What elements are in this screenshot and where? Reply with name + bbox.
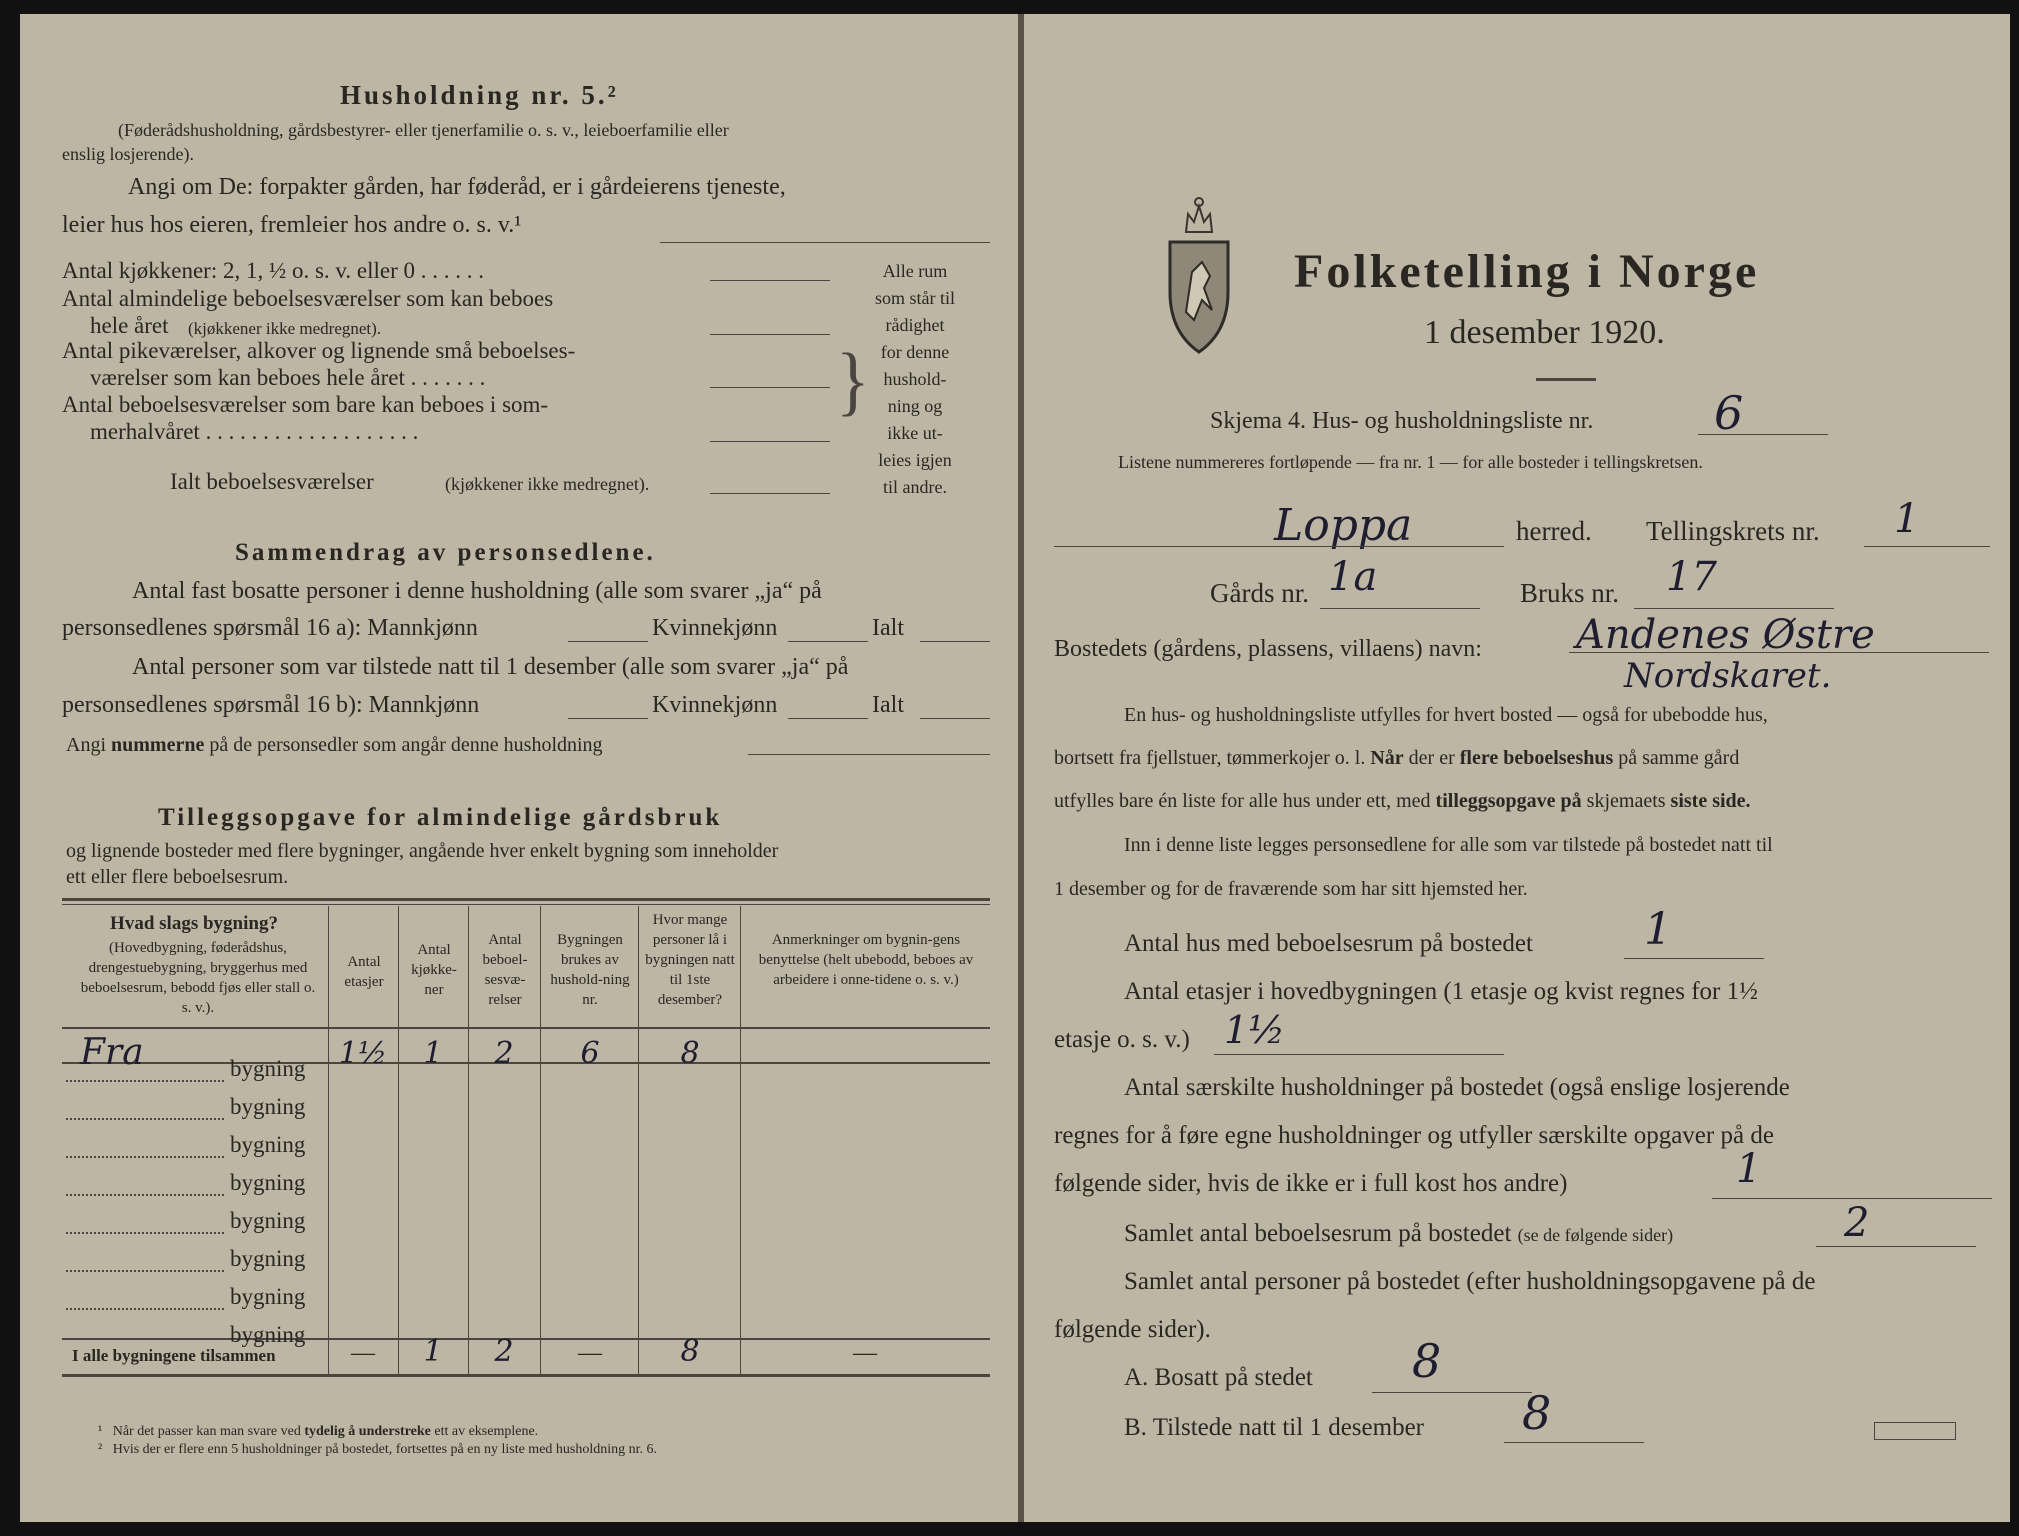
row1-husholdning: 6 (580, 1036, 600, 1071)
side-note (865, 258, 965, 501)
mann-answer-a (568, 641, 648, 642)
para1-line-3 (1054, 790, 1751, 813)
pike-label-1: Antal pikeværelser, alkover og lignende små beboelses- (62, 338, 576, 363)
alm-label-2: hele året (90, 313, 169, 338)
th-personer: Hvor mange personer lå i bygningen natt til 1ste desember? (645, 912, 735, 1008)
ialt-answer (710, 493, 830, 494)
row-dots (66, 1156, 224, 1158)
total-vaerelser: 2 (494, 1334, 514, 1369)
col-sep (540, 906, 541, 1374)
angi-answer-line (660, 242, 990, 243)
saer-value: 1 (1736, 1146, 1762, 1192)
side-note-line: rådighet (885, 315, 945, 335)
etasjer-line-2: etasje o. s. v.) (1054, 1026, 1190, 1053)
sommer-label-1: Antal beboelsesværelser som bare kan beboes i som- (62, 392, 549, 417)
angi-nummerne (66, 734, 603, 757)
printer-stamp (1874, 1422, 1956, 1440)
side-note-line: ikke ut- (887, 423, 943, 443)
row1-personer: 8 (680, 1036, 700, 1071)
side-note-line: til andre. (883, 477, 947, 497)
row-dots (66, 1232, 224, 1234)
para1-text: på samme gård (1613, 747, 1740, 769)
saer-line (1712, 1198, 1992, 1199)
tilstede-label: B. Tilstede natt til 1 desember (1124, 1414, 1424, 1441)
bosatt-value: 8 (1412, 1334, 1442, 1388)
bosatt-line (1372, 1392, 1532, 1393)
tilstede-value: 8 (1522, 1386, 1552, 1440)
sammendrag-p2a: Antal personer som var tilstede natt til 1 desember (alle som svarer „ja“ på (132, 654, 849, 680)
footnote-number: ¹ (98, 1424, 103, 1439)
row1-hand-label: Fra (80, 1032, 144, 1073)
th-beboelsesvaerelser: Antal beboel-sesvæ-relser (482, 932, 528, 1008)
pike-answer (710, 387, 830, 388)
col-sep (740, 906, 741, 1374)
angi-pre: Angi (66, 734, 111, 756)
table-row: bygning (230, 1284, 306, 1309)
pike-label-2: værelser som kan beboes hele året . . . . . . . (90, 365, 486, 390)
total-label: I alle bygningene tilsammen (72, 1346, 276, 1365)
etasjer-line-1: Antal etasjer i hovedbygningen (1 etasje og kvist regnes for 1½ (1124, 978, 1758, 1005)
tillegg-sub-2: ett eller flere beboelsesrum. (66, 866, 289, 888)
total-anmerkninger: — (853, 1340, 877, 1366)
gards-number: 1a (1328, 554, 1378, 600)
alm-label-1: Antal almindelige beboelsesværelser som kan beboes (62, 286, 554, 311)
kvinne-answer-b (788, 718, 868, 719)
gards-label: Gårds nr. (1210, 578, 1309, 608)
side-note-line: Alle rum (882, 261, 948, 281)
sammendrag-p2b: personsedlenes spørsmål 16 b): Mannkjønn (62, 692, 480, 718)
antal-hus-value: 1 (1644, 904, 1672, 955)
th-kjokkener: Antal kjøkke-ner (411, 942, 457, 998)
row1-kjokkener: 1 (423, 1036, 443, 1071)
tellingskrets-label: Tellingskrets nr. (1646, 516, 1820, 546)
angi-bold: nummerne (111, 734, 205, 756)
gards-line (1320, 608, 1480, 609)
table-row: bygning (230, 1056, 306, 1081)
herred-line (1054, 546, 1504, 547)
left-page (20, 14, 1018, 1522)
para1-text: bortsett fra fjellstuer, tømmerkojer o. l. (1054, 747, 1371, 769)
saer-line-2: regnes for å føre egne husholdninger og utfyller særskilte opgaver på de (1054, 1122, 1774, 1149)
side-note-line: hushold- (883, 369, 947, 389)
total-personer: 8 (680, 1334, 700, 1369)
row-dots (66, 1308, 224, 1310)
etasjer-line (1214, 1054, 1504, 1055)
footnote-2 (98, 1442, 657, 1458)
tellingskrets-line (1864, 546, 1990, 547)
herred-name: Loppa (1274, 500, 1413, 551)
skjema-number-line (1698, 434, 1828, 435)
table-bottom-rule (62, 1374, 990, 1377)
samlet-rum-note: (se de følgende sider) (1517, 1225, 1674, 1245)
side-note-line: for denne (880, 342, 950, 362)
intro-line-1: (Føderådshusholdning, gårdsbestyrer- eller tjenerfamilie o. s. v., leieboerfamilie eller (118, 120, 729, 140)
samlet-pers-line-1: Samlet antal personer på bostedet (efter husholdningsopgavene på de (1124, 1268, 1816, 1295)
para1-line-2 (1054, 747, 1739, 770)
tillegg-sub-1: og lignende bosteder med flere bygninger, angående hver enkelt bygning som inneholder (66, 840, 779, 862)
footnote-bold: tydelig å understreke (304, 1424, 431, 1439)
etasjer-value: 1½ (1224, 1008, 1286, 1052)
sommer-answer (710, 441, 830, 442)
total-husholdning: — (578, 1340, 602, 1366)
para1-line-1: En hus- og husholdningsliste utfylles for hvert bosted — også for ubebodde hus, (1124, 704, 1768, 726)
kvinne-label-a: Kvinnekjønn (652, 615, 778, 641)
brace: } (836, 339, 870, 424)
samlet-rum-text: Samlet antal beboelsesrum på bostedet (1124, 1220, 1512, 1247)
sommer-label-2: merhalvåret . . . . . . . . . . . . . . . . . . . (90, 419, 419, 444)
table-row: bygning (230, 1208, 306, 1233)
page-fold (1018, 14, 1024, 1522)
ialt-label-a: Ialt (872, 615, 904, 641)
angi-line-2: leier hus hos eieren, fremleier hos andre o. s. v.¹ (62, 212, 522, 238)
side-note-line: ning og (887, 396, 943, 416)
bruks-label: Bruks nr. (1520, 578, 1620, 608)
row-dots (66, 1118, 224, 1120)
table-row: bygning (230, 1132, 306, 1157)
angi-post: på de personsedler som angår denne husholdning (204, 734, 603, 756)
mann-answer-b (568, 718, 648, 719)
right-page (1024, 14, 2010, 1522)
row1-vaerelser: 2 (494, 1036, 514, 1071)
bruks-number: 17 (1666, 554, 1717, 600)
footnote-text: Når det passer kan man svare ved (112, 1424, 305, 1439)
sammendrag-title: Sammendrag av personsedlene. (235, 539, 656, 566)
ialt-label-b: Ialt (872, 692, 904, 718)
skjema-number: 6 (1714, 386, 1744, 440)
table-header-rule (62, 1027, 990, 1029)
row-dots (66, 1194, 224, 1196)
antal-hus-label: Antal hus med beboelsesrum på bostedet (1124, 930, 1533, 957)
sammendrag-p1b: personsedlenes spørsmål 16 a): Mannkjønn (62, 615, 478, 641)
intro-line-2: enslig losjerende). (62, 144, 194, 164)
sammendrag-p1a: Antal fast bosatte personer i denne husholdning (alle som svarer „ja“ på (132, 578, 822, 604)
samlet-rum-value: 2 (1844, 1200, 1870, 1246)
kvinne-answer-a (788, 641, 868, 642)
listene-note: Listene nummereres fortløpende — fra nr. 1 — for alle bosteder i tellingskretsen. (1118, 452, 1703, 472)
para2-line-1: Inn i denne liste legges personsedlene for alle som var tilstede på bostedet natt til (1124, 834, 1773, 856)
col-sep (468, 906, 469, 1374)
table-top-rule (62, 898, 990, 901)
para1-bold: siste side. (1670, 790, 1751, 812)
bosted-name-2: Nordskaret. (1624, 656, 1832, 696)
ialt-label: Ialt beboelsesværelser (170, 469, 374, 494)
census-date: 1 desember 1920. (1424, 314, 1665, 351)
household-title: Husholdning nr. 5.² (340, 80, 619, 110)
para1-bold: tilleggsopgave på (1435, 790, 1582, 812)
para1-text: skjemaets (1581, 790, 1671, 812)
kjokkener-answer (710, 280, 830, 281)
para1-text: der er (1403, 747, 1460, 769)
table-row: bygning (230, 1170, 306, 1195)
th-bygning-title: Hvad slags bygning? (110, 913, 278, 934)
table-row: bygning (230, 1246, 306, 1271)
side-note-line: leies igjen (878, 450, 952, 470)
antal-hus-line (1624, 958, 1764, 959)
table-row: bygning (230, 1322, 306, 1347)
samlet-pers-line-2: følgende sider). (1054, 1316, 1211, 1343)
tillegg-title: Tilleggsopgave for almindelige gårdsbruk (158, 804, 723, 831)
saer-line-1: Antal særskilte husholdninger på bostedet (også enslige losjerende (1124, 1074, 1790, 1101)
census-title: Folketelling i Norge (1294, 245, 1760, 298)
title-rule (1536, 378, 1596, 381)
side-note-line: som står til (875, 288, 955, 308)
total-kjokkener: 1 (423, 1334, 443, 1369)
ialt-note: (kjøkkener ikke medregnet). (445, 474, 650, 494)
alm-answer (710, 334, 830, 335)
total-etasjer: — (351, 1340, 375, 1366)
bosted-name-1: Andenes Østre (1576, 612, 1875, 658)
th-etasjer: Antal etasjer (344, 954, 384, 990)
kjokkener-label: Antal kjøkkener: 2, 1, ½ o. s. v. eller 0 . . . . . . (62, 258, 485, 283)
samlet-rum-line (1816, 1246, 1976, 1247)
row1-etasjer: 1½ (338, 1036, 388, 1071)
footnote-1 (98, 1424, 538, 1440)
para1-text: utfylles bare én liste for alle hus under ett, med (1054, 790, 1436, 812)
table-top-rule-2 (62, 904, 990, 905)
bruks-line (1634, 608, 1834, 609)
samlet-rum-label (1124, 1220, 1673, 1248)
kvinne-label-b: Kvinnekjønn (652, 692, 778, 718)
para1-bold: flere beboelseshus (1459, 747, 1614, 769)
saer-line-3: følgende sider, hvis de ikke er i full kost hos andre) (1054, 1170, 1568, 1197)
th-bygning-sub: (Hovedbygning, føderådshus, drengestuebygning, bryggerhus med beboelsesrum, bebodd fjøs eller stall o. s. v.). (80, 940, 316, 1016)
ialt-answer-b (920, 718, 990, 719)
angi-nummerne-answer (748, 754, 990, 755)
coat-of-arms-icon (1166, 192, 1232, 357)
footnote-number: ² (98, 1442, 103, 1457)
ialt-answer-a (920, 641, 990, 642)
angi-line-1: Angi om De: forpakter gården, har føderåd, er i gårdeierens tjeneste, (128, 174, 786, 200)
bostedets-label: Bostedets (gårdens, plassens, villaens) navn: (1054, 636, 1482, 662)
table-row: bygning (230, 1094, 306, 1119)
skjema-label: Skjema 4. Hus- og husholdningsliste nr. (1210, 408, 1594, 434)
col-sep (328, 906, 329, 1374)
th-husholdning: Bygningen brukes av hushold-ning nr. (550, 932, 630, 1008)
tilstede-line (1504, 1442, 1644, 1443)
col-sep (638, 906, 639, 1374)
footnote-text: Hvis der er flere enn 5 husholdninger på bostedet, fortsettes på en ny liste med husholdning nr. 6. (112, 1442, 658, 1457)
row-dots (66, 1080, 224, 1082)
footnote-text: ett av eksemplene. (430, 1424, 539, 1439)
row-dots (66, 1270, 224, 1272)
bosted-line (1569, 652, 1989, 653)
tellingskrets-number: 1 (1894, 496, 1920, 542)
bosatt-label: A. Bosatt på stedet (1124, 1364, 1313, 1391)
alm-label-2b: (kjøkkener ikke medregnet). (188, 319, 382, 338)
herred-label: herred. (1516, 516, 1592, 546)
para2-line-2: 1 desember og for de fraværende som har sitt hjemsted her. (1054, 878, 1528, 900)
para1-bold: Når (1370, 747, 1404, 769)
col-sep (398, 906, 399, 1374)
th-anmerkninger: Anmerkninger om bygnin-gens benyttelse (helt ubebodd, beboes av arbeidere i onne-tidene o. s. v.) (758, 932, 974, 988)
